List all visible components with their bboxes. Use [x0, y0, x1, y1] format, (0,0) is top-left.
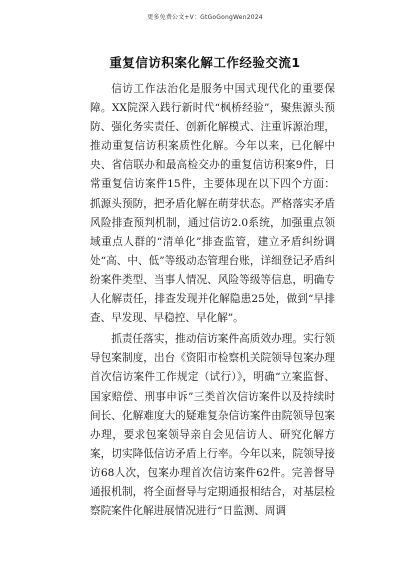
document-body: [90, 80, 335, 521]
paragraph-2: 抓责任落实，推动信访案件高质效办理。实行领导包案制度，出台《资阳市检察机关院领导包案办理首次信访案件工作规定（试行）》，明确“立案监督、国家赔偿、刑事申诉”三类首次信访案件以及持续时间长、化解难度大的疑难复杂信访案件由院领导包案办理，要求包案领导亲自会见信访人、研究化解方案，切实降低信访矛盾上行率。今年以来，院领导接访68人次，包案办理首次信访案件62件。完善督导通报机制，将全面督导与定期通报相结合，对基层检察院案件化解进展情况进行“日监测、周调: [90, 333, 335, 518]
header-note: 更多免费公文+V：GtGoGongWen2024: [147, 14, 263, 21]
document-title: 重复信访积案化解工作经验交流1: [109, 55, 301, 70]
paragraph-1: 信访工作法治化是服务中国式现代化的重要保障。XX院深入践行新时代“枫桥经验”，聚焦源头预防、强化务实责任、创新化解模式、注重诉源治理，推动重复信访积案质性化解。今年以来，已化解中央、省信联办和最高检交办的重复信访积案9件，日常重复信访案件15件，主要体现在以下四个方面：抓源头预防，把矛盾化解在萌芽状态。严格落实矛盾风险排查预判机制，通过信访2.0系统，加强重点领域重点人群的“清单化”排查监管，建立矛盾纠纷调处“高、中、低”等级动态管理台账，详细登记矛盾纠纷案件类型、当事人情况、风险等级等信息，明确专人化解责任，排查发现并化解隐患25处，做到“早排查、早发现、早稳控、早化解”。: [90, 83, 335, 325]
